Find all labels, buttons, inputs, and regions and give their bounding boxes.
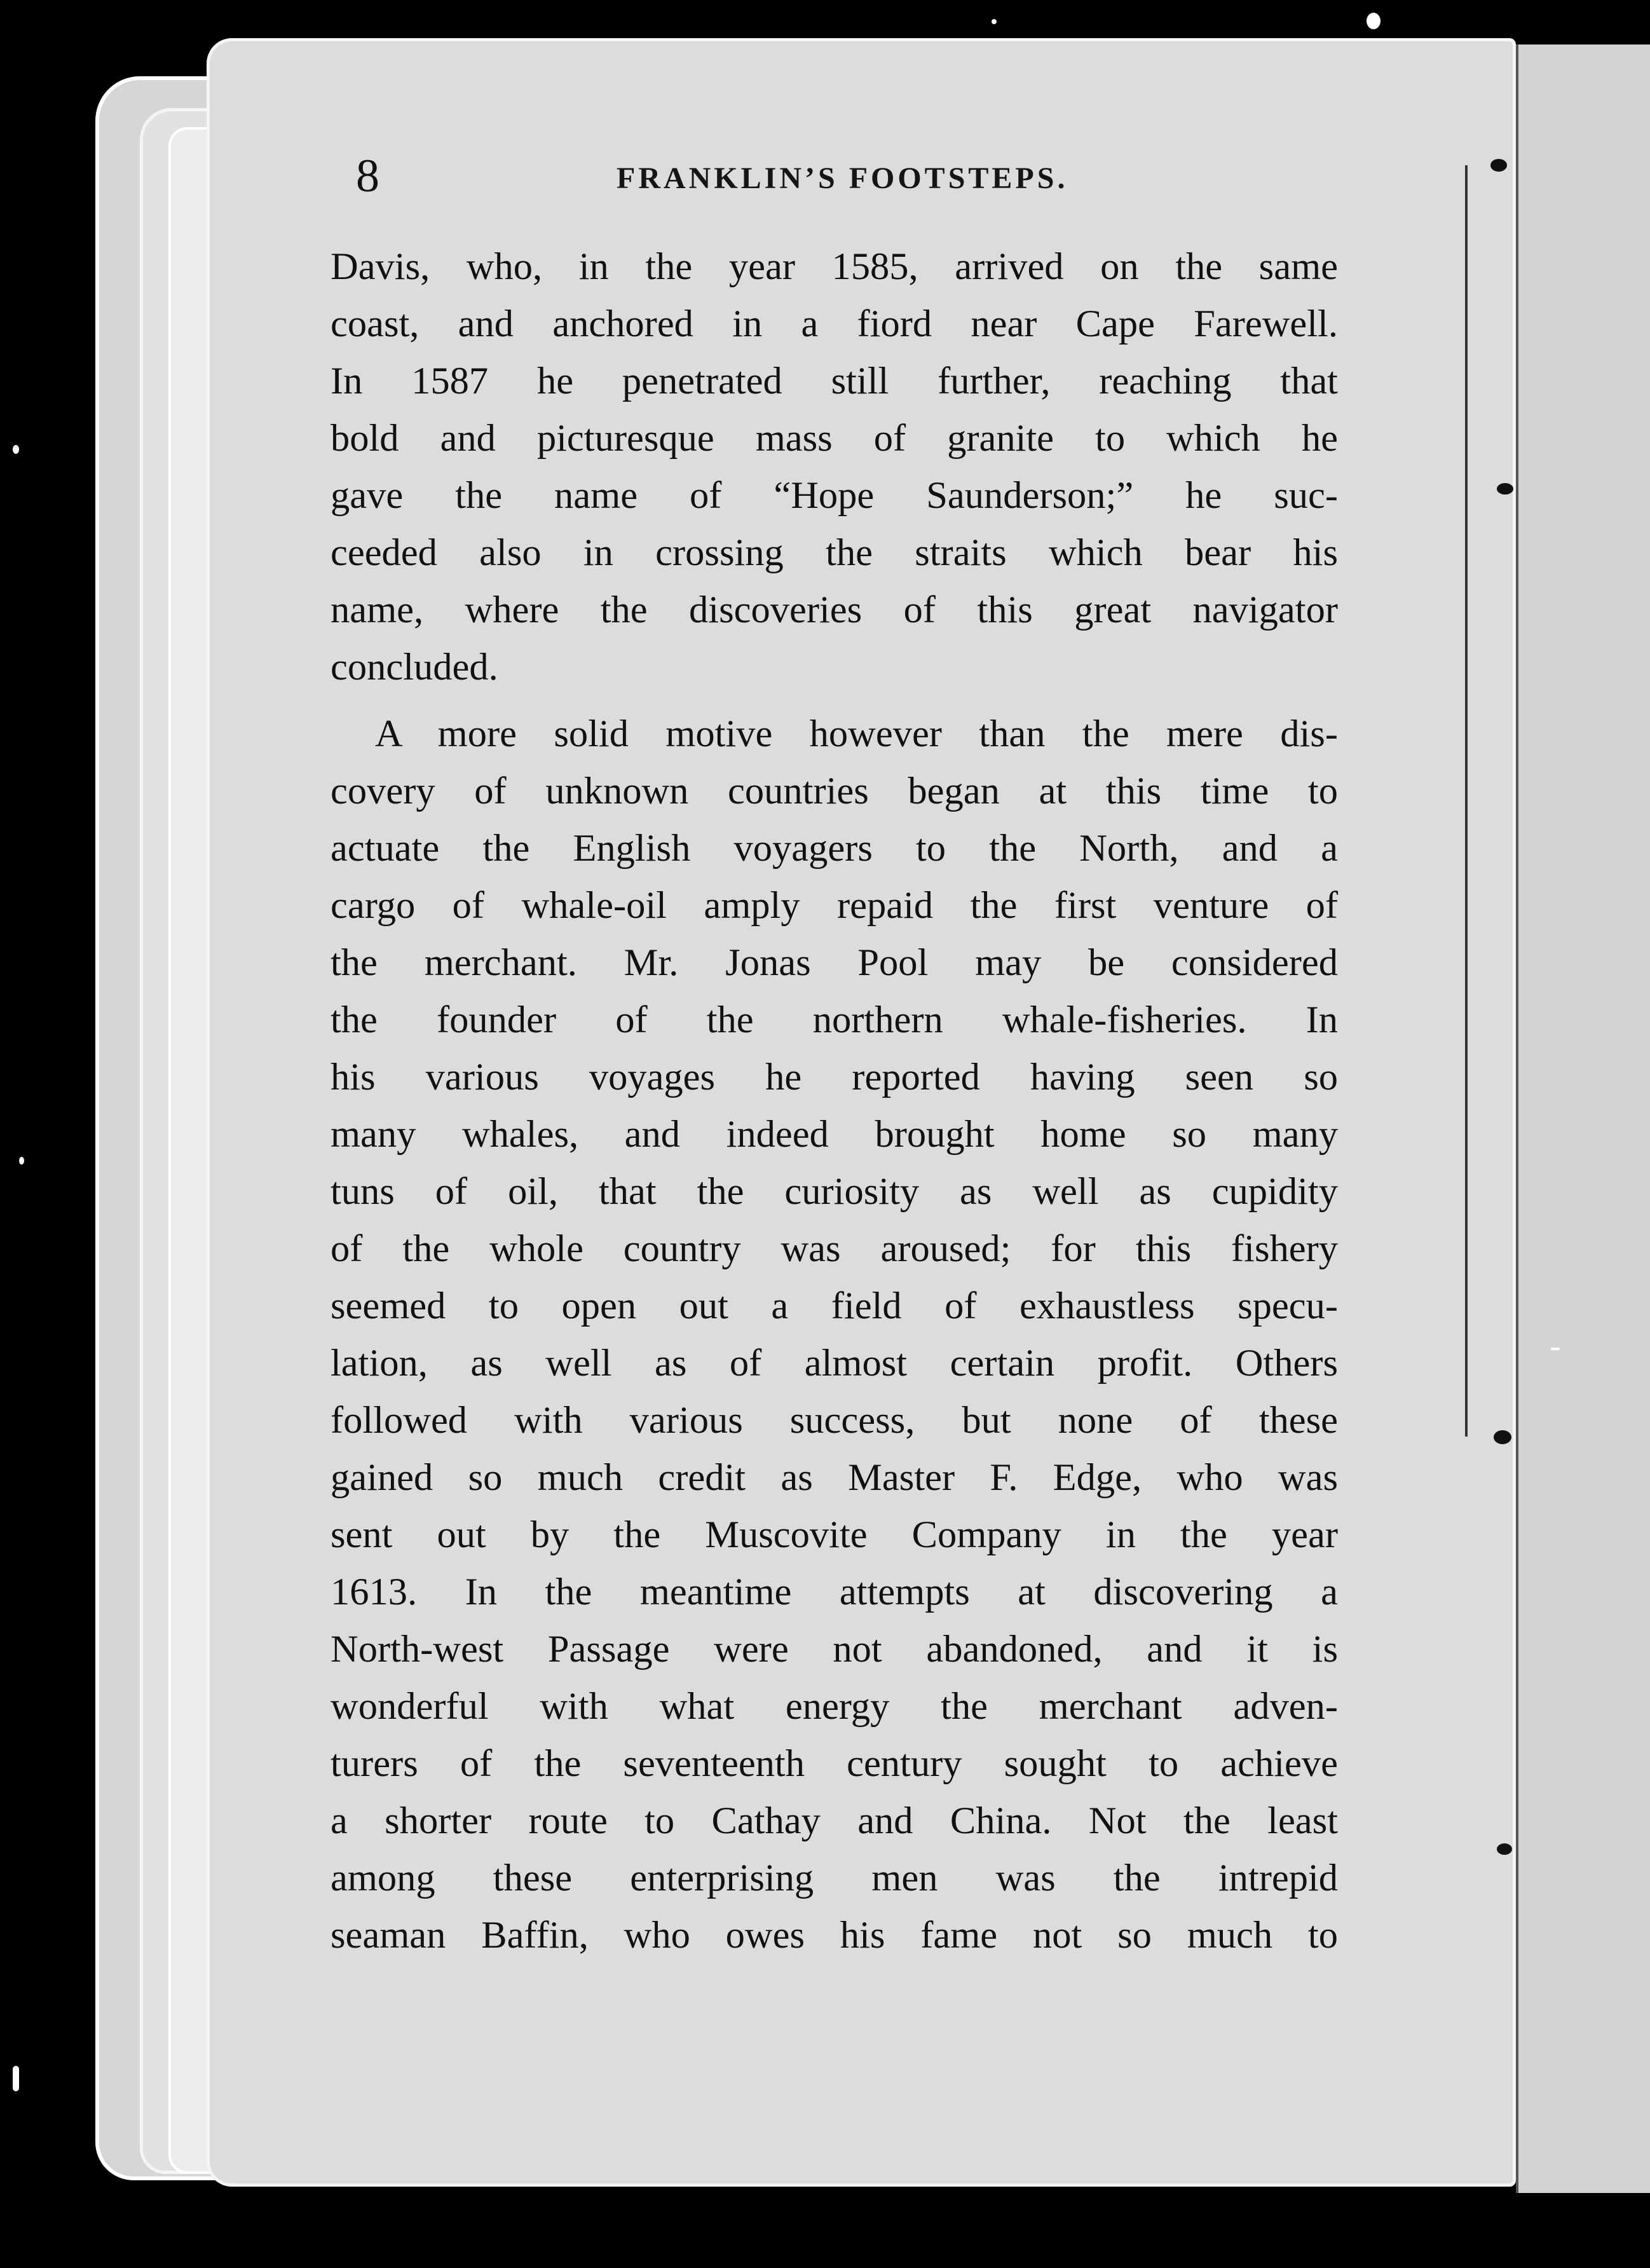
text-line: actuate the English voyagers to the North, and a	[331, 827, 1338, 870]
page-number: 8	[356, 150, 379, 202]
scan-speck	[13, 445, 19, 454]
text-line: his various voyages he reported having seen so	[331, 1056, 1338, 1098]
text-line: name, where the discoveries of this great navigator	[331, 589, 1338, 631]
scan-speck	[1497, 483, 1513, 495]
text-line: turers of the seventeenth century sought to achieve	[331, 1742, 1338, 1785]
text-line: seaman Baffin, who owes his fame not so much to	[331, 1914, 1338, 1957]
text-line: ceeded also in crossing the straits which bear his	[331, 531, 1338, 574]
text-line: North-west Passage were not abandoned, and it is	[331, 1628, 1338, 1670]
scan-speck	[1497, 1843, 1512, 1855]
scan-speck	[1551, 1348, 1560, 1350]
text-line: many whales, and indeed brought home so many	[331, 1113, 1338, 1156]
text-line: gained so much credit as Master F. Edge, who was	[331, 1456, 1338, 1499]
scan-speck	[13, 2066, 19, 2091]
text-line: Davis, who, in the year 1585, arrived on the same	[331, 245, 1338, 288]
text-line: cargo of whale-oil amply repaid the first venture of	[331, 884, 1338, 927]
text-line: sent out by the Muscovite Company in the year	[331, 1513, 1338, 1556]
text-line: covery of unknown countries began at this time to	[331, 770, 1338, 812]
scan-speck	[992, 19, 997, 24]
text-line: of the whole country was aroused; for this fishery	[331, 1227, 1338, 1270]
text-line: bold and picturesque mass of granite to which he	[331, 417, 1338, 460]
text-line: coast, and anchored in a fiord near Cape Farewell.	[331, 303, 1338, 345]
text-line: A more solid motive however than the mere dis-	[375, 713, 1338, 755]
text-line: wonderful with what energy the merchant adven-	[331, 1685, 1338, 1728]
text-line: seemed to open out a field of exhaustless specu-	[331, 1285, 1338, 1327]
running-title: FRANKLIN’S FOOTSTEPS.	[617, 161, 1068, 195]
scan-speck	[1490, 159, 1507, 172]
text-line: tuns of oil, that the curiosity as well as cupidity	[331, 1170, 1338, 1213]
text-line: gave the name of “Hope Saunderson;” he suc-	[331, 474, 1338, 517]
text-line: among these enterprising men was the intrepid	[331, 1857, 1338, 1899]
scan-speck	[19, 1157, 24, 1165]
scan-speck	[1367, 13, 1381, 29]
text-line: the merchant. Mr. Jonas Pool may be considered	[331, 941, 1338, 984]
page-fold-line	[1465, 165, 1468, 1437]
text-line: In 1587 he penetrated still further, reaching that	[331, 360, 1338, 402]
scan-speck	[1494, 1430, 1511, 1444]
text-line: lation, as well as of almost certain profit. Others	[331, 1342, 1338, 1384]
text-line: a shorter route to Cathay and China. Not the least	[331, 1800, 1338, 1842]
text-line: 1613. In the meantime attempts at discovering a	[331, 1571, 1338, 1613]
text-line: the founder of the northern whale-fisheries. In	[331, 999, 1338, 1041]
adjacent-page	[1516, 44, 1650, 2193]
page-header	[356, 149, 1386, 219]
text-line: followed with various success, but none of these	[331, 1399, 1338, 1442]
body-text	[331, 238, 1338, 1964]
text-line: concluded.	[331, 646, 498, 688]
